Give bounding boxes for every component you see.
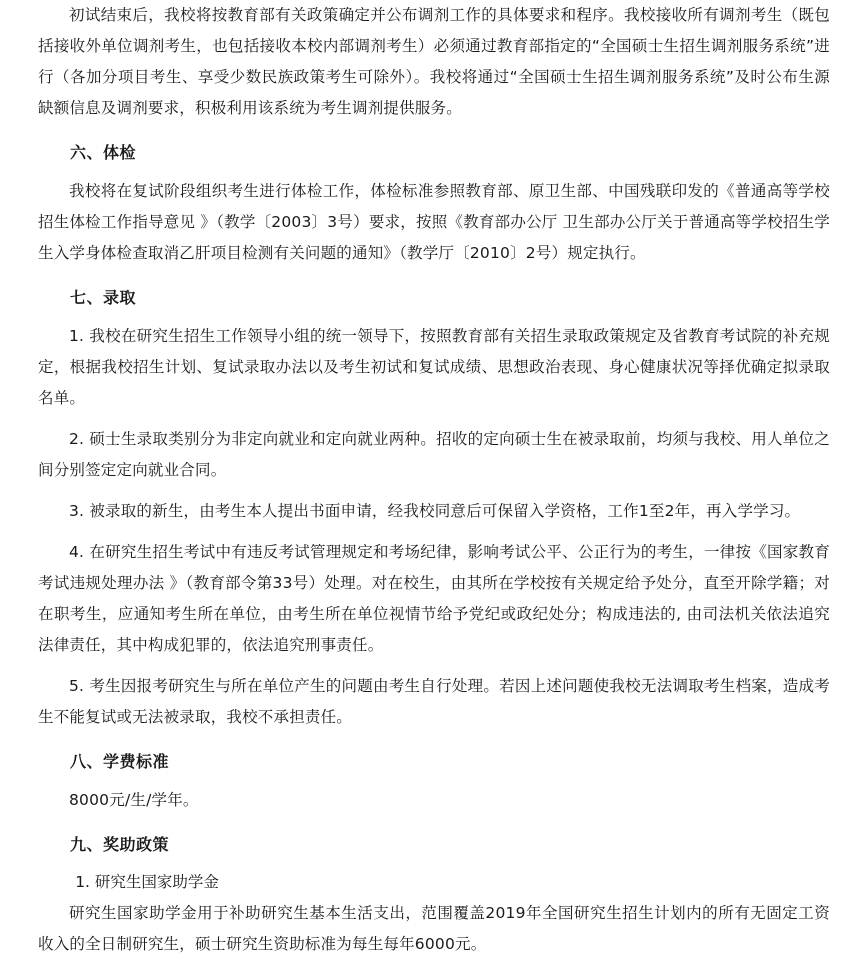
paragraph-admission-2: 2. 硕士生录取类别分为非定向就业和定向就业两种。招收的定向硕士生在被录取前，均须与我校、用人单位之间分别签定定向就业合同。 [38, 430, 830, 479]
paragraph-admission-5: 5. 考生因报考研究生与所在单位产生的问题由考生自行处理。若因上述问题使我校无法调取考生档案，造成考生不能复试或无法被录取，我校不承担责任。 [38, 677, 830, 726]
heading-section-seven: 七、录取 [70, 288, 137, 307]
paragraph-tuition: 8000元/生/学年。 [69, 791, 199, 809]
subheading-national-stipend: 1. 研究生国家助学金 [75, 873, 219, 891]
heading-section-eight: 八、学费标准 [70, 752, 170, 771]
paragraph-adjustment-policy: 初试结束后，我校将按教育部有关政策确定并公布调剂工作的具体要求和程序。我校接收所有调剂考生（既包括接收外单位调剂考生，也包括接收本校内部调剂考生）必须通过教育部指定的“全国硕士生招生调剂服务系统”进行（各加分项目考生、享受少数民族政策考生可除外）。我校将通过“全国硕士生招生调剂服务系统”及时公布生源缺额信息及调剂要求，积极利用该系统为考生调剂提供服务。 [38, 6, 830, 117]
paragraph-physical-exam: 我校将在复试阶段组织考生进行体检工作，体检标准参照教育部、原卫生部、中国残联印发的《普通高等学校招生体检工作指导意见 》（教学〔2003〕3号）要求，按照《教育部办公厅 卫生部办公厅关于普通高等学校招生学生入学身体检查取消乙肝项目检测有关问题的通知》（教学厅〔2010〕2号）规定执行。 [38, 182, 830, 262]
paragraph-admission-1: 1. 我校在研究生招生工作领导小组的统一领导下，按照教育部有关招生录取政策规定及省教育考试院的补充规定，根据我校招生计划、复试录取办法以及考生初试和复试成绩、思想政治表现、身心健康状况等择优确定拟录取名单。 [38, 327, 830, 407]
heading-section-six: 六、体检 [70, 143, 137, 162]
document-content [38, 0, 830, 960]
heading-section-nine: 九、奖助政策 [70, 835, 170, 854]
paragraph-admission-3: 3. 被录取的新生，由考生本人提出书面申请，经我校同意后可保留入学资格，工作1至2年，再入学学习。 [69, 502, 801, 520]
paragraph-admission-4: 4. 在研究生招生考试中有违反考试管理规定和考场纪律，影响考试公平、公正行为的考生，一律按《国家教育考试违规处理办法 》（教育部令第33号）处理。对在校生，由其所在学校按有关规定给予处分，直至开除学籍；对在职考生，应通知考生所在单位，由考生所在单位视情节给予党纪或政纪处分；构成违法的, 由司法机关依法追究法律责任，其中构成犯罪的，依法追究刑事责任。 [38, 543, 830, 654]
paragraph-national-stipend-detail: 研究生国家助学金用于补助研究生基本生活支出，范围覆盖2019年全国研究生招生计划内的所有无固定工资收入的全日制研究生，硕士研究生资助标准为每生每年6000元。 [38, 904, 830, 953]
